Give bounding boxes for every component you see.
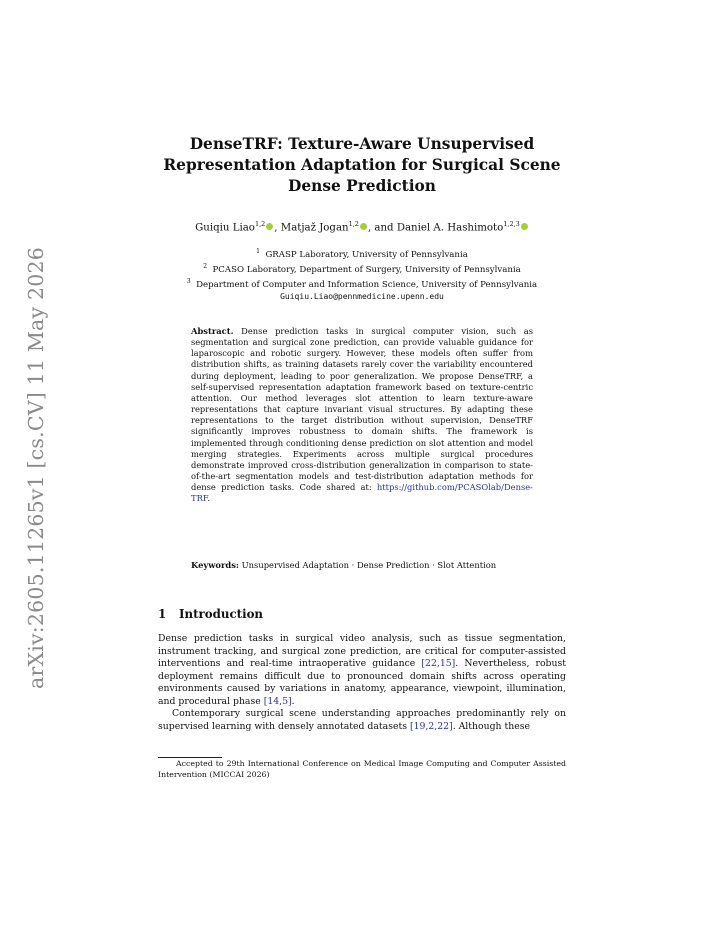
keywords-label: Keywords: — [191, 560, 239, 570]
abstract-text: Dense prediction tasks in surgical computer vision, such as segmentation and surgical zone prediction, can provide valuable guidance for laparoscopic and robotic surgery. However, these models often suffer from distribution shifts, as training datasets rarely cover the variability encountered during deployment, leading to poor generalization. We propose DenseTRF, a self-supervised representation adaptation framework based on texture-centric attention. Our method leverages slot attention to learn texture-aware representations that capture invariant visual structures. By adapting these representations to the target distribution without supervision, DenseTRF significantly improves robustness to domain shifts. The framework is implemented through conditioning dense prediction on slot attention and model merging strategies. Experiments across multiple surgical procedures demonstrate improved cross-distribution generalization in comparison to state-of-the-art segmentation models and test-distribution adaptation methods for dense prediction tasks. Code shared at: — [191, 326, 533, 493]
author-separator: , — [274, 222, 281, 234]
paragraph-text: Dense prediction tasks in surgical video analysis, such as tissue segmentation, instrument tracking, and surgical zone prediction, are critical for computer-assisted interventions and real-time intraoperative guidance — [158, 633, 566, 670]
title-line: Representation Adaptation for Surgical Scene — [163, 156, 561, 174]
author-affiliation-marker: 1,2 — [254, 220, 266, 228]
orcid-icon[interactable] — [360, 223, 367, 230]
abstract-end: . — [207, 493, 210, 504]
keywords-text: Unsupervised Adaptation · Dense Prediction · Slot Attention — [238, 560, 497, 570]
author-list — [158, 220, 566, 233]
section-title: Introduction — [179, 607, 264, 621]
affiliation-text: PCASO Laboratory, Department of Surgery, University of Pennsylvania — [212, 264, 521, 275]
contact-email[interactable]: Guiqiu.Liao@pennmedicine.upenn.edu — [280, 291, 444, 301]
citation-link[interactable]: [19,2,22] — [409, 720, 453, 732]
paragraph — [158, 708, 566, 733]
keywords — [191, 560, 533, 571]
affiliation-marker: 3 — [186, 277, 191, 285]
affiliation-line — [158, 276, 566, 291]
author-separator: , and — [367, 222, 397, 234]
affiliation-marker: 2 — [203, 262, 208, 270]
footnote-rule — [158, 757, 222, 758]
footnote: Accepted to 29th International Conference on Medical Image Computing and Computer Assisted Intervention (MICCAI 2026) — [158, 759, 566, 779]
paragraph — [158, 633, 566, 708]
section-heading — [158, 607, 263, 621]
section-number: 1 — [158, 607, 167, 621]
paragraph-text: . — [291, 695, 295, 707]
author-affiliation-marker: 1,2 — [348, 220, 359, 228]
citation-link[interactable]: [14,5] — [263, 695, 292, 707]
abstract — [191, 326, 533, 505]
author-affiliation-marker: 1,2,3 — [503, 220, 520, 228]
orcid-icon[interactable] — [266, 223, 273, 230]
affiliation-text: Department of Computer and Information Science, University of Pennsylvania — [196, 279, 538, 290]
abstract-label: Abstract. — [191, 326, 234, 336]
affiliation-marker: 1 — [256, 248, 260, 255]
arxiv-identifier: arXiv:2605.11265v1 [cs.CV] 11 May 2026 — [24, 247, 48, 689]
paragraph-text: . Nevertheless, robust deployment remains difficult due to pronounced domain shifts across operating environments caused by variations in anatomy, appearance, viewpoint, illumination, and procedural phase — [158, 658, 566, 707]
affiliation-line — [158, 261, 566, 276]
author-name: Daniel A. Hashimoto — [396, 222, 504, 234]
title-line: DenseTRF: Texture-Aware Unsupervised — [189, 135, 535, 153]
intro-body — [158, 633, 566, 733]
affiliation-text: GRASP Laboratory, University of Pennsylvania — [265, 249, 468, 260]
paragraph-text: Contemporary surgical scene understanding approaches predominantly rely on supervised learning with densely annotated datasets — [158, 708, 566, 732]
affiliations — [158, 246, 566, 303]
code-link[interactable]: https://github.com/PCASOlab/Dense-TRF — [191, 482, 533, 504]
affiliation-line — [158, 246, 566, 261]
paragraph-text: . Although these — [452, 720, 530, 732]
orcid-icon[interactable] — [521, 223, 528, 230]
title-line: Dense Prediction — [287, 177, 436, 195]
author-name: Guiqiu Liao — [195, 222, 255, 234]
author-name: Matjaž Jogan — [280, 222, 349, 234]
citation-link[interactable]: [22,15] — [421, 658, 456, 670]
paper-title — [158, 134, 566, 197]
